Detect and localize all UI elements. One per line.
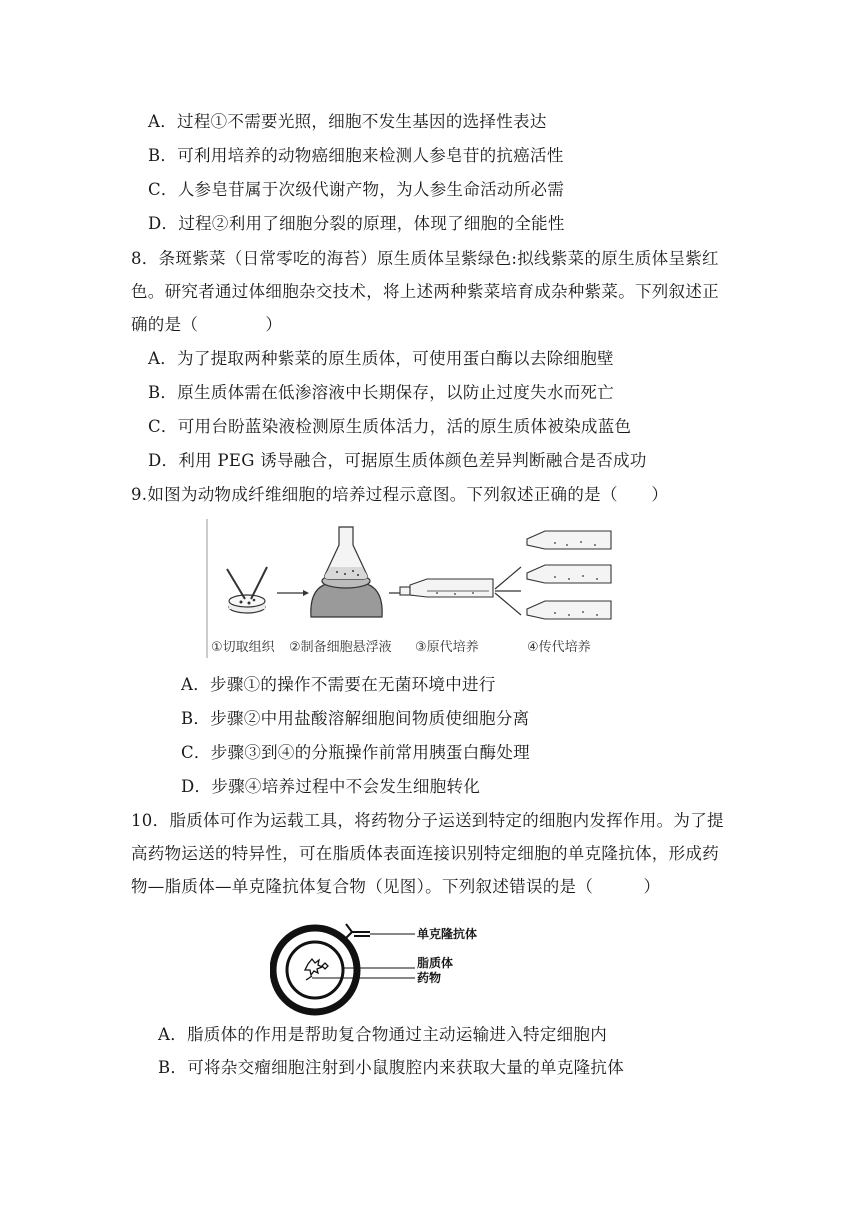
- q8-stem-line-2: 色。研究者通过体细胞杂交技术，将上述两种紫菜培育成杂种紫菜。下列叙述正: [131, 282, 719, 301]
- flask-on-stirrer-icon: [311, 527, 382, 617]
- q10-stem-line-2: 高药物运送的特异性，可在脂质体表面连接识别特定细胞的单克隆抗体，形成药: [131, 844, 719, 863]
- q8-stem-line-3: 确的是（ ）: [131, 315, 283, 334]
- fig2-label-drug: 药物: [417, 971, 442, 985]
- fig1-label-2: ②制备细胞悬浮液: [289, 640, 392, 655]
- fig2-label-antibody: 单克隆抗体: [417, 927, 478, 941]
- drug-icon: [305, 959, 328, 980]
- q8-option-c: C．可用台盼蓝染液检测原生质体活力，活的原生质体被染成蓝色: [148, 417, 632, 436]
- subculture-flasks-icon: [527, 531, 611, 619]
- q8-option-a: A．为了提取两种紫菜的原生质体，可使用蛋白酶以去除细胞壁: [148, 349, 614, 368]
- q9-stem: 9.如图为动物成纤维细胞的培养过程示意图。下列叙述正确的是（ ）: [131, 485, 669, 504]
- q7-option-b: B．可利用培养的动物癌细胞来检测人参皂苷的抗癌活性: [148, 146, 564, 165]
- q9-option-d: D．步骤④培养过程中不会发生细胞转化: [181, 777, 481, 796]
- q10-option-b: B．可将杂交瘤细胞注射到小鼠腹腔内来获取大量的单克隆抗体: [158, 1058, 625, 1077]
- liposome-figure: [270, 922, 500, 1018]
- q7-option-d: D．过程②利用了细胞分裂的原理，体现了细胞的全能性: [148, 214, 565, 233]
- q8-option-b: B．原生质体需在低渗溶液中长期保存，以防止过度失水而死亡: [148, 383, 615, 402]
- q9-option-a: A．步骤①的操作不需要在无菌环境中进行: [181, 675, 496, 694]
- fig1-label-1: ①切取组织: [211, 640, 275, 655]
- fig2-label-liposome: 脂质体: [417, 956, 454, 970]
- petri-dish-icon: [227, 567, 267, 613]
- q10-option-a: A．脂质体的作用是帮助复合物通过主动运输进入特定细胞内: [158, 1025, 608, 1044]
- q9-option-c: C．步骤③到④的分瓶操作前常用胰蛋白酶处理: [181, 743, 530, 762]
- q9-option-b: B．步骤②中用盐酸溶解细胞间物质使细胞分离: [181, 709, 530, 728]
- fig1-label-3: ③原代培养: [415, 640, 479, 655]
- q10-stem-line-3: 物—脂质体—单克隆抗体复合物（见图）。下列叙述错误的是（ ）: [131, 877, 661, 896]
- q8-stem-line-1: 8．条斑紫菜（日常零吃的海苔）原生质体呈紫绿色:拟线紫菜的原生质体呈紫红: [131, 249, 719, 268]
- q7-option-c: C．人参皂苷属于次级代谢产物，为人参生命活动所必需: [148, 180, 565, 199]
- q10-stem-line-1: 10．脂质体可作为运载工具，将药物分子运送到特定的细胞内发挥作用。为了提: [131, 811, 724, 830]
- fig1-label-4: ④传代培养: [527, 640, 591, 655]
- q7-option-a: A．过程①不需要光照，细胞不发生基因的选择性表达: [148, 112, 547, 131]
- q8-option-d: D．利用 PEG 诱导融合，可据原生质体颜色差异判断融合是否成功: [148, 451, 647, 470]
- culture-flask-icon: [400, 579, 493, 597]
- cell-culture-figure: [205, 517, 615, 660]
